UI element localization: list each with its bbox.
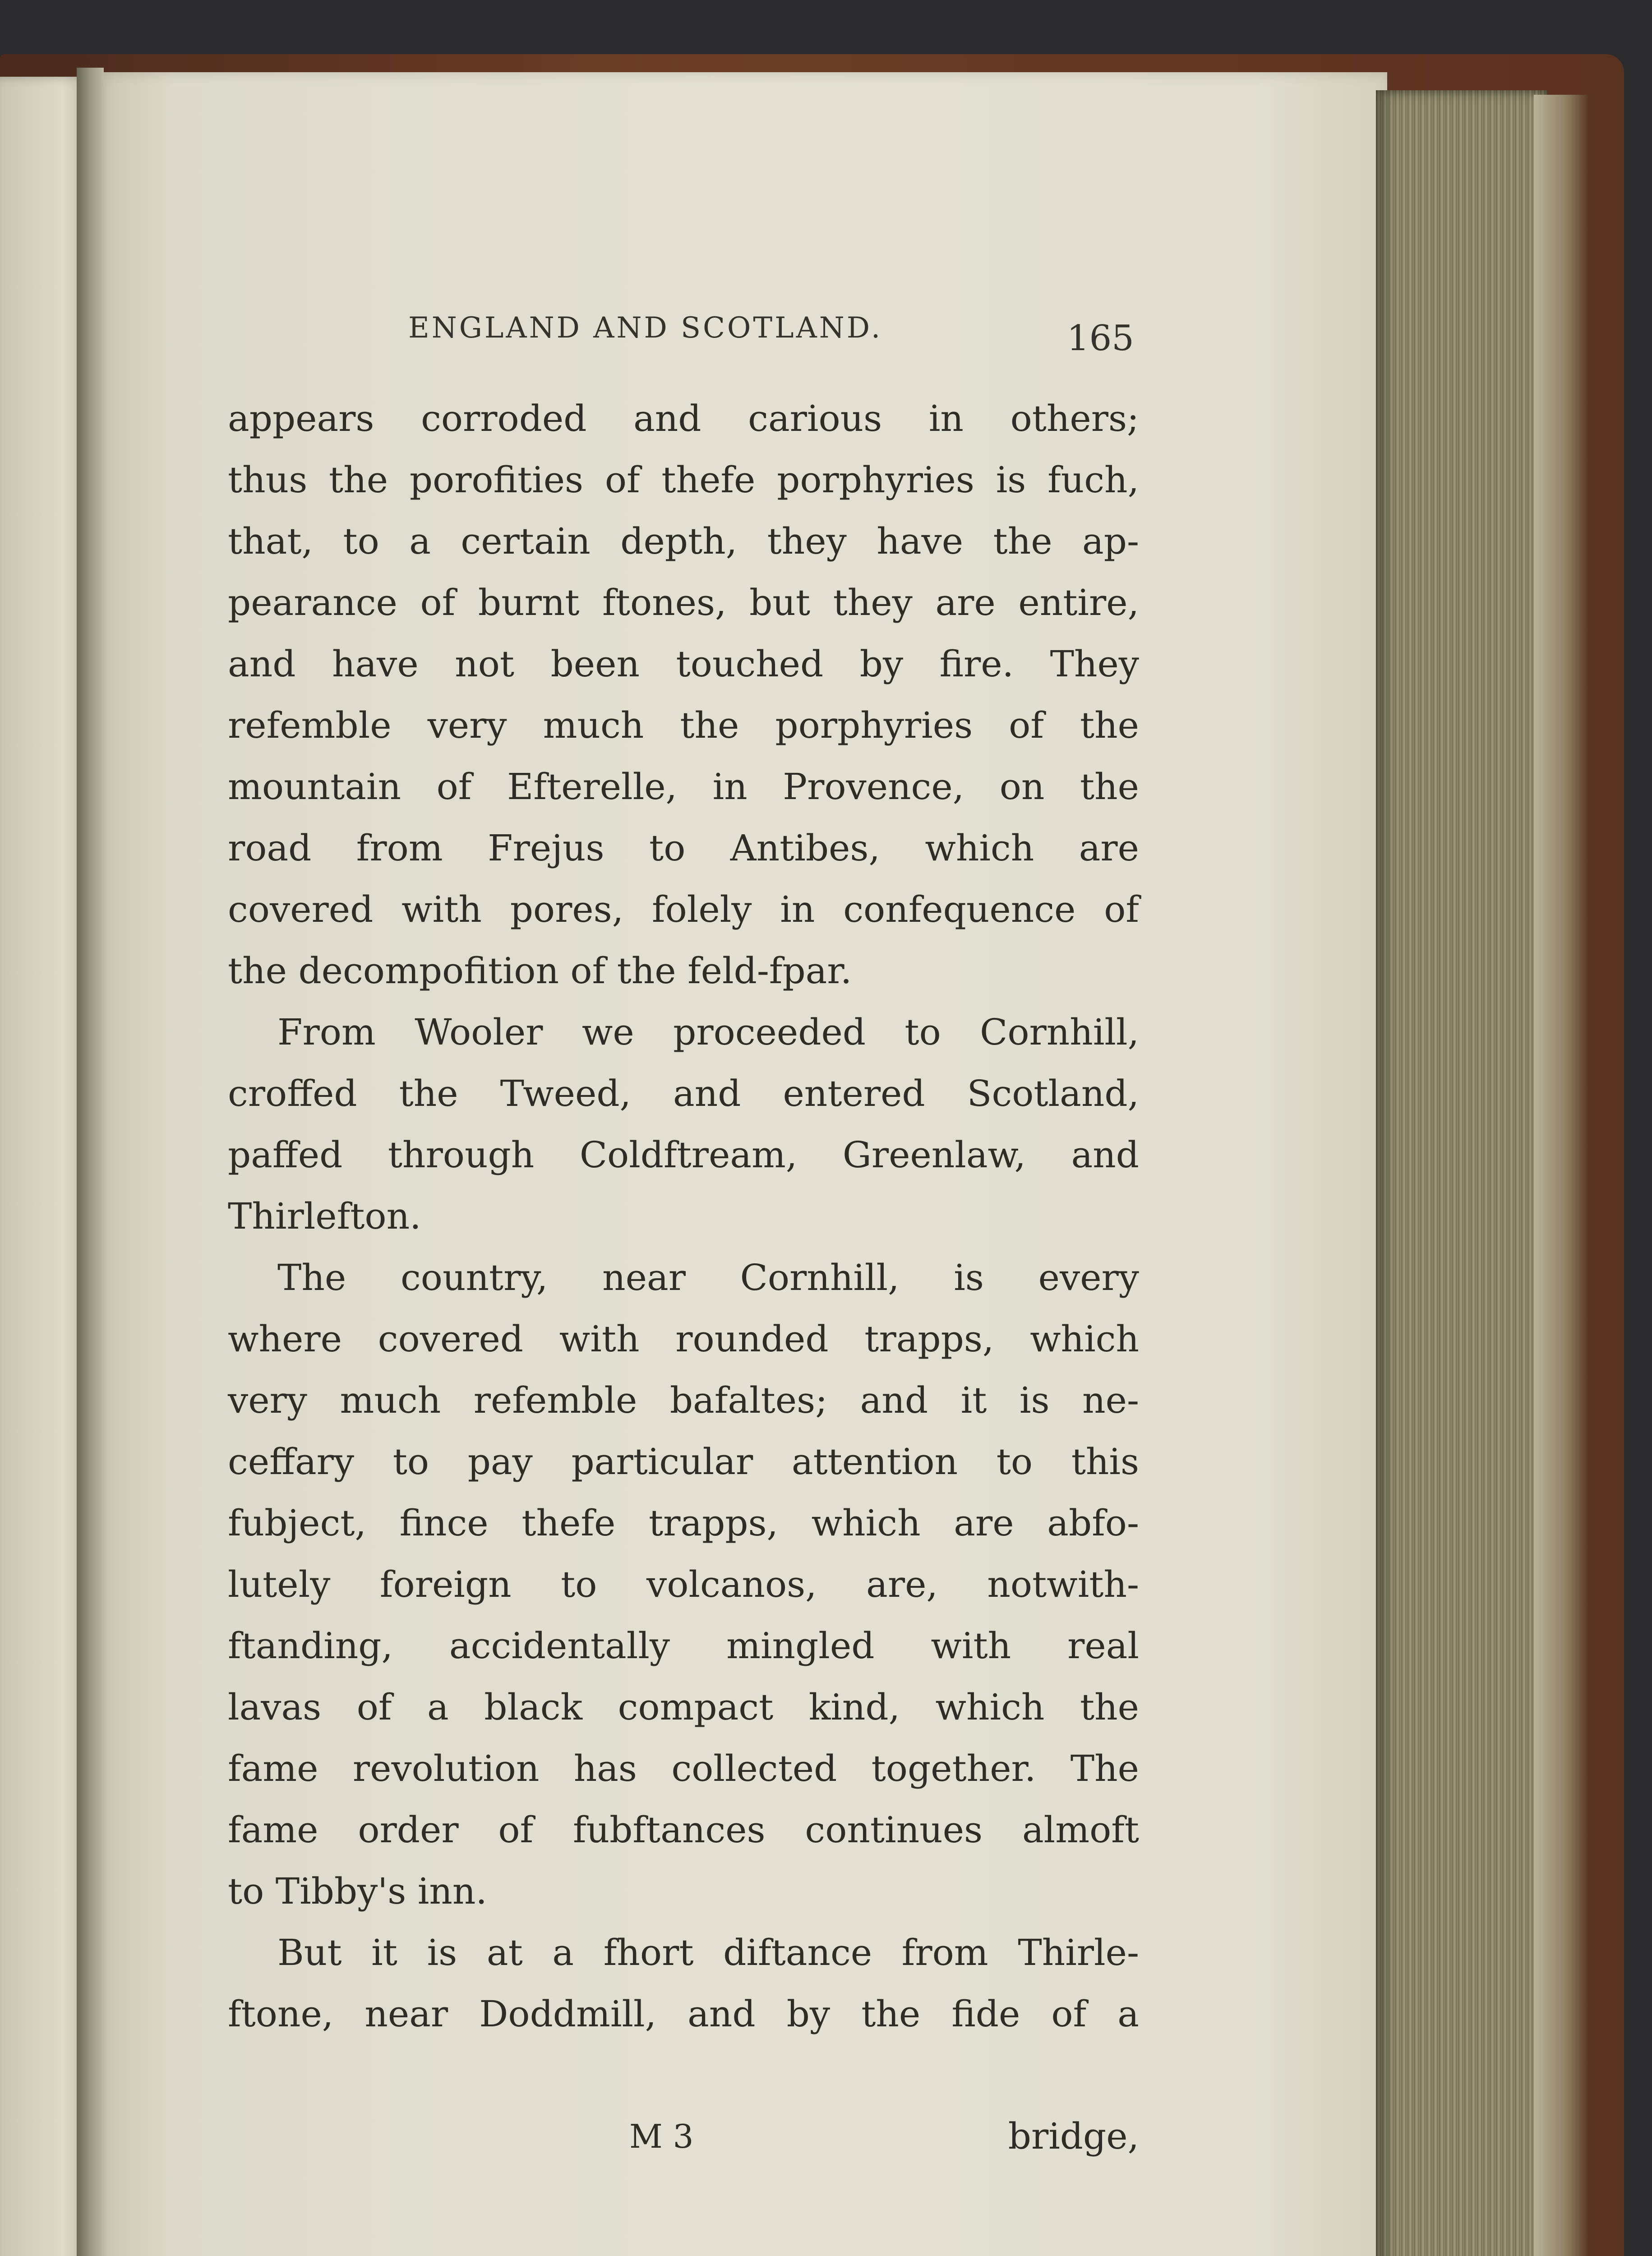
text-line: pearance of burnt ftones, but they are entire, (228, 582, 1139, 624)
signature-mark: M 3 (629, 2117, 694, 2155)
text-line: The country, near Cornhill, is every (277, 1257, 1139, 1299)
paragraph-3 (228, 1247, 1139, 1922)
page-footer (228, 2105, 1139, 2168)
text-line: the decompofition of the feld-fpar. (228, 950, 852, 992)
text-line: ceffary to pay particular attention to this (228, 1441, 1139, 1483)
text-line: refemble very much the porphyries of the (228, 704, 1139, 746)
text-line: to Tibby's inn. (228, 1870, 487, 1912)
text-line: fubject, fince thefe trapps, which are abfo- (228, 1502, 1139, 1544)
text-line: ftone, near Doddmill, and by the fide of a (228, 1993, 1139, 2035)
text-line: covered with pores, folely in confequence of (228, 888, 1139, 930)
text-line: But it is at a fhort diftance from Thirle- (277, 1932, 1139, 1974)
page-body (228, 388, 1139, 2045)
text-line: ftanding, accidentally mingled with real (228, 1625, 1139, 1667)
text-line: where covered with rounded trapps, which (228, 1318, 1139, 1360)
paragraph-2 (228, 1002, 1139, 1247)
catchword: bridge, (1008, 2115, 1139, 2157)
text-line: lutely foreign to volcanos, are, notwith- (228, 1563, 1139, 1605)
text-line: croffed the Tweed, and entered Scotland, (228, 1073, 1139, 1114)
text-line: Thirlefton. (228, 1195, 421, 1237)
text-line: fame order of fubftances continues almoft (228, 1809, 1139, 1851)
text-line: paffed through Coldftream, Greenlaw, and (228, 1134, 1139, 1176)
gutter (77, 68, 104, 2256)
paragraph-4 (228, 1922, 1139, 2045)
text-line: appears corroded and carious in others; (228, 398, 1139, 439)
running-head: ENGLAND AND SCOTLAND. (408, 311, 883, 345)
page-edges (1376, 90, 1547, 2256)
text-line: From Wooler we proceeded to Cornhill, (277, 1011, 1139, 1053)
text-line: and have not been touched by fire. They (228, 643, 1139, 685)
text-line: thus the porofities of thefe porphyries is fuch, (228, 459, 1139, 501)
page-number: 165 (1067, 318, 1134, 359)
text-line: fame revolution has collected together. The (228, 1747, 1139, 1789)
paragraph-1 (228, 388, 1139, 1002)
text-line: lavas of a black compact kind, which the (228, 1686, 1139, 1728)
cover-edge (1534, 95, 1588, 2256)
text-line: road from Frejus to Antibes, which are (228, 827, 1139, 869)
text-line: mountain of Efterelle, in Provence, on the (228, 766, 1139, 808)
text-line: very much refemble bafaltes; and it is ne- (228, 1379, 1139, 1421)
text-line: that, to a certain depth, they have the ap- (228, 520, 1139, 562)
